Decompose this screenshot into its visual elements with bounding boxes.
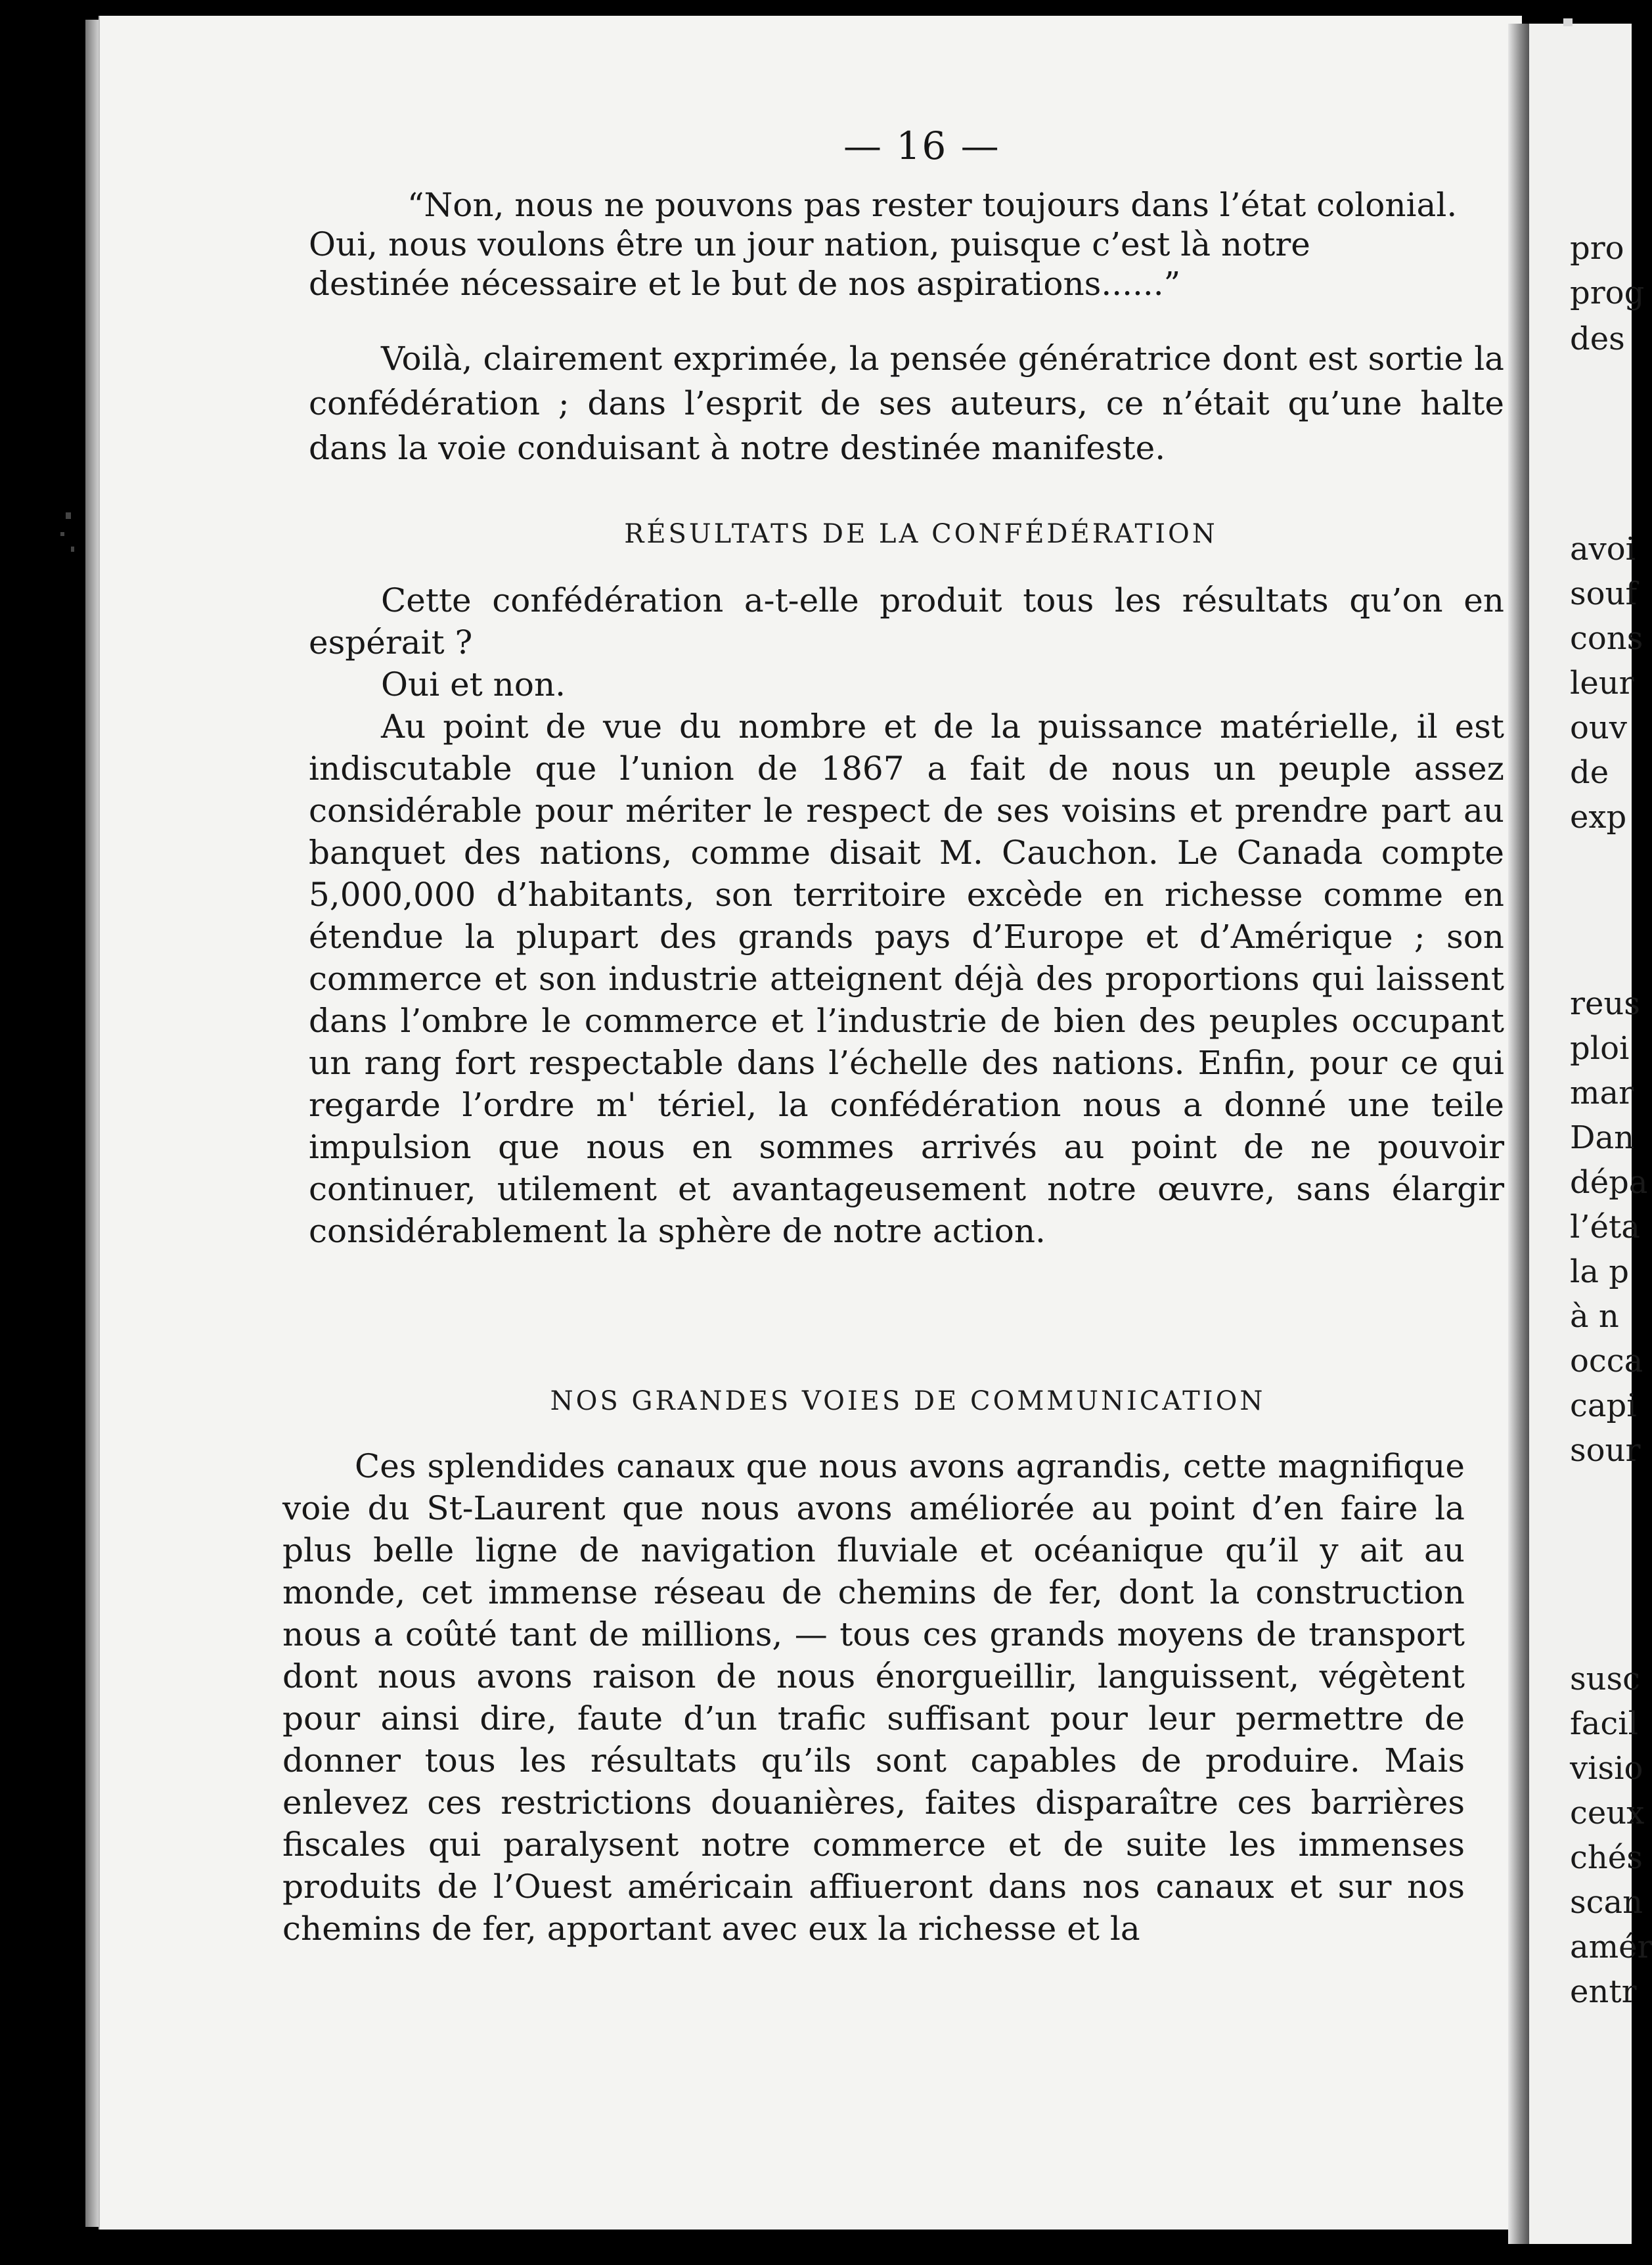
facing-line-25: ceux [1570,1795,1645,1831]
facing-line-28: amér [1570,1929,1652,1965]
facing-line-24: visio [1570,1750,1643,1787]
facing-line-1: pro [1570,230,1624,267]
paragraph-3: Cette confédération a-t-elle produit tous les résultats qu’on en espérait ? [309,581,1504,662]
quotation-line-3: destinée nécessaire et le but de nos aspirations......” [309,265,1181,303]
facing-line-5: souf [1570,575,1638,612]
section-heading-voies: NOS GRANDES VOIES DE COMMUNICATION [550,1386,1266,1416]
scan-speck [1563,18,1573,26]
paragraph-5: Au point de vue du nombre et de la puissance matérielle, il est indiscutable que l’union de 1867 a fait de nous un peuple assez considérable pour mériter le respect de ses voisins et prendre part au banquet des nations, comme disait M. Cauchon. Le Canada compte 5,000,000 d’habitants, son territoire excède en richesse comme en étendue la plupart des grands pays d’Europe et d’Amérique ; son commerce et son industrie atteignent déjà des proportions qui laissent dans l’ombre le commerce et l’industrie de bien des peuples occupant un rang fort respectable dans l’échelle des nations. Enfin, pour ce qui regarde l’ordre m' tériel, la confédération nous a donné une teile impulsion que nous en sommes arrivés au point de ne pouvoir continuer, utilement et avantageusement notre œuvre, sans élargir considérablement la sphère de notre action. [309,707,1504,1250]
paragraph-canaux [282,1445,1465,1950]
quotation-block [309,185,1504,303]
facing-line-20: capi [1570,1387,1637,1424]
facing-line-21: sour [1570,1432,1641,1469]
scan-speck [60,532,64,536]
facing-line-7: leur [1570,665,1634,702]
facing-line-18: à n [1570,1298,1619,1335]
facing-line-29: entr [1570,1973,1637,2010]
paragraph-conclusion [309,336,1504,470]
facing-line-22: susc [1570,1661,1641,1697]
quotation-line-2: Oui, nous voulons être un jour nation, puisque c’est là notre [309,225,1310,263]
paragraph-2: Voilà, clairement exprimée, la pensée génératrice dont est sortie la confédération ; dans l’esprit de ses auteurs, ce n’était qu’une halte dans la voie conduisant à notre destinée manifeste. [309,340,1504,467]
facing-line-2: prog [1570,275,1645,311]
page-edge-shadow [85,20,99,2227]
facing-line-8: ouv [1570,709,1627,746]
quotation-line-1: “Non, nous ne pouvons pas rester toujours dans l’état colonial. [407,186,1458,224]
facing-line-26: chés [1570,1839,1643,1876]
paragraph-question [309,579,1504,1252]
facing-line-14: Dan [1570,1119,1635,1156]
scan-speck [71,547,74,552]
facing-line-10: exp [1570,799,1627,836]
facing-line-13: mar [1570,1075,1634,1111]
facing-line-9: de [1570,754,1609,791]
scan-speck [66,512,71,519]
facing-line-23: facil [1570,1705,1638,1742]
facing-line-16: l’éta [1570,1209,1640,1245]
facing-line-3: des [1570,321,1625,357]
facing-line-27: scan [1570,1884,1643,1921]
facing-line-12: ploi [1570,1030,1630,1067]
facing-line-11: reus [1570,985,1640,1022]
facing-line-4: avoi [1570,531,1636,568]
section-heading-resultats: RÉSULTATS DE LA CONFÉDÉRATION [624,519,1218,549]
facing-line-17: la p [1570,1253,1629,1290]
facing-line-15: dépa [1570,1164,1648,1201]
paragraph-6: Ces splendides canaux que nous avons agrandis, cette magnifique voie du St-Laurent que nous avons améliorée au point d’en faire la plus belle ligne de navigation fluviale et océanique qu’il y ait au monde, cet immense réseau de chemins de fer, dont la construction nous a coûté tant de millions, — tous ces grands moyens de transport dont nous avons raison de nous énorgueillir, languissent, végètent pour ainsi dire, faute d’un trafic suffisant pour leur permettre de donner tous les résultats qu’ils sont capables de produire. Mais enlevez ces restrictions douanières, faites disparaître ces barrières fiscales qui paralysent notre commerce et de suite les immenses produits de l’Ouest américain affiueront dans nos canaux et sur nos chemins de fer, apportant avec eux la richesse et la [282,1447,1465,1948]
paragraph-4: Oui et non. [381,665,566,704]
facing-line-19: occa [1570,1343,1643,1379]
page-number: — 16 — [843,123,1000,168]
facing-line-6: cons [1570,620,1643,657]
